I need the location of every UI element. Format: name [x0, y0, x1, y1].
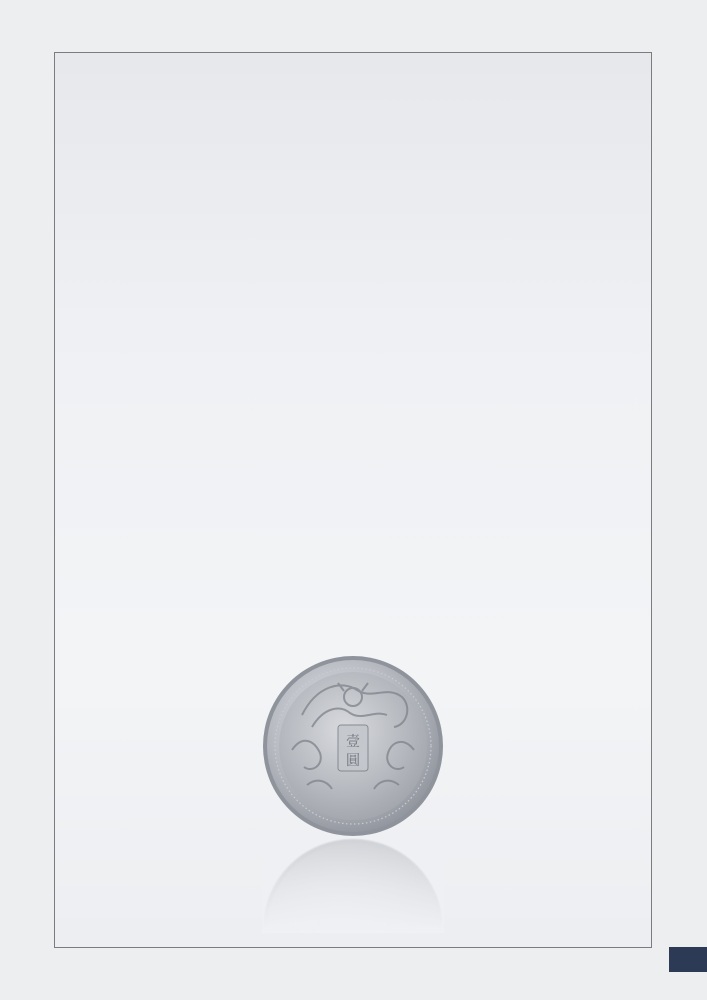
reflection-fade: [262, 838, 444, 933]
dragon-coin-image: [262, 655, 444, 837]
coin-graphic: [262, 655, 444, 837]
page-number: [669, 947, 707, 972]
preface-body: [113, 214, 593, 233]
coin-center-character-bottom: 圓: [346, 753, 360, 769]
coin-center-character-top: 壹: [346, 734, 360, 750]
